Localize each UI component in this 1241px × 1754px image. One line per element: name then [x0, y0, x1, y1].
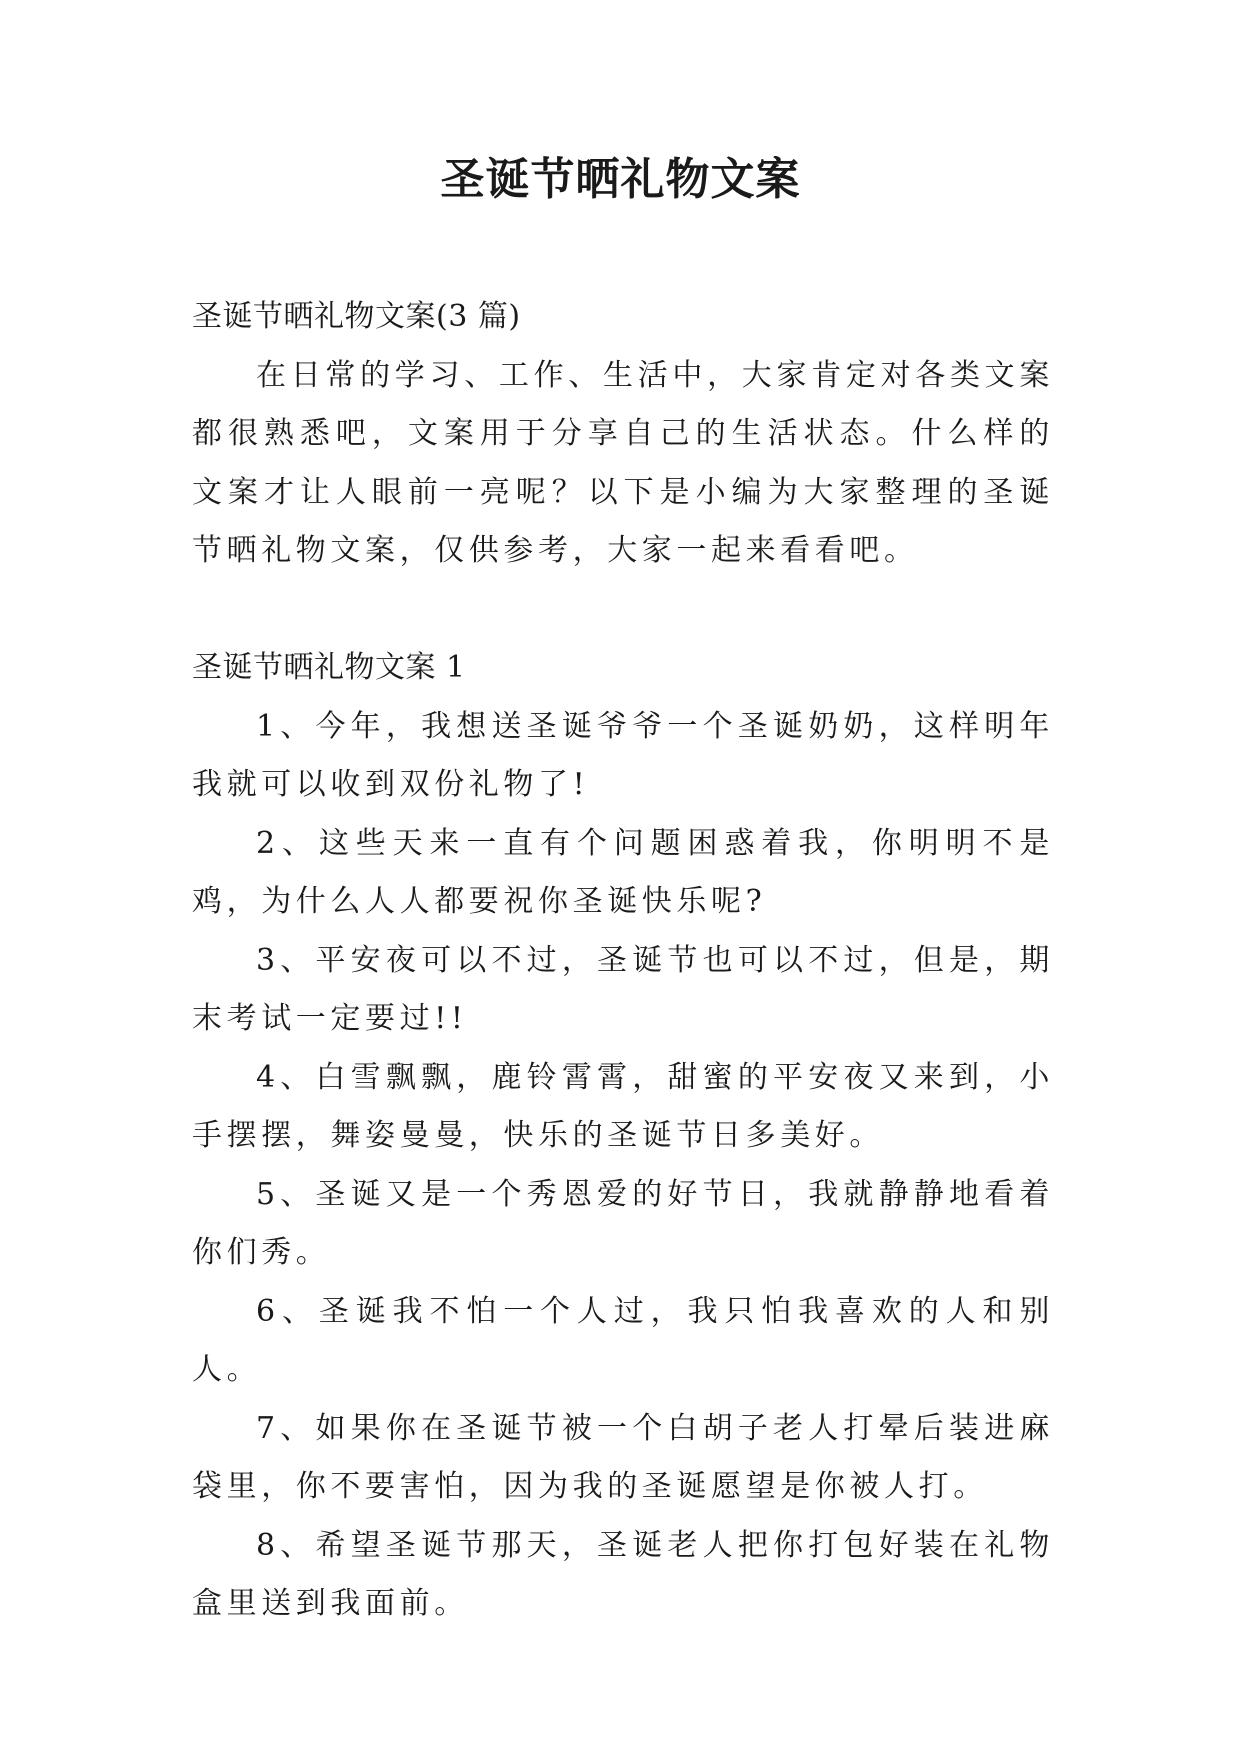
- intro-paragraph: 在日常的学习、工作、生活中，大家肯定对各类文案都很熟悉吧，文案用于分享自己的生活状态。什么样的文案才让人眼前一亮呢？以下是小编为大家整理的圣诞节晒礼物文案，仅供参考，大家一起来看看吧。: [192, 357, 1054, 568]
- list-item: 1、今年，我想送圣诞爷爷一个圣诞奶奶，这样明年我就可以收到双份礼物了!: [192, 708, 1054, 802]
- list-item: 5、圣诞又是一个秀恩爱的好节日，我就静静地看着你们秀。: [192, 1176, 1054, 1270]
- paragraph-spacer: [192, 581, 1054, 640]
- document-subtitle: 圣诞节晒礼物文案(3 篇): [192, 299, 521, 334]
- list-item: 3、平安夜可以不过，圣诞节也可以不过，但是，期末考试一定要过!!: [192, 942, 1054, 1036]
- list-item: 6、圣诞我不怕一个人过，我只怕我喜欢的人和别人。: [192, 1293, 1054, 1387]
- section-heading: 圣诞节晒礼物文案 1: [192, 650, 466, 685]
- list-item: 2、这些天来一直有个问题困惑着我，你明明不是鸡，为什么人人都要祝你圣诞快乐呢?: [192, 825, 1054, 919]
- list-item: 8、希望圣诞节那天，圣诞老人把你打包好装在礼物盒里送到我面前。: [192, 1527, 1054, 1621]
- document-body: [192, 288, 1054, 1634]
- list-item: 4、白雪飘飘，鹿铃霄霄，甜蜜的平安夜又来到，小手摆摆，舞姿曼曼，快乐的圣诞节日多美好。: [192, 1059, 1054, 1153]
- list-item: 7、如果你在圣诞节被一个白胡子老人打晕后装进麻袋里，你不要害怕，因为我的圣诞愿望是你被人打。: [192, 1410, 1054, 1504]
- page-title: 圣诞节晒礼物文案: [440, 154, 801, 205]
